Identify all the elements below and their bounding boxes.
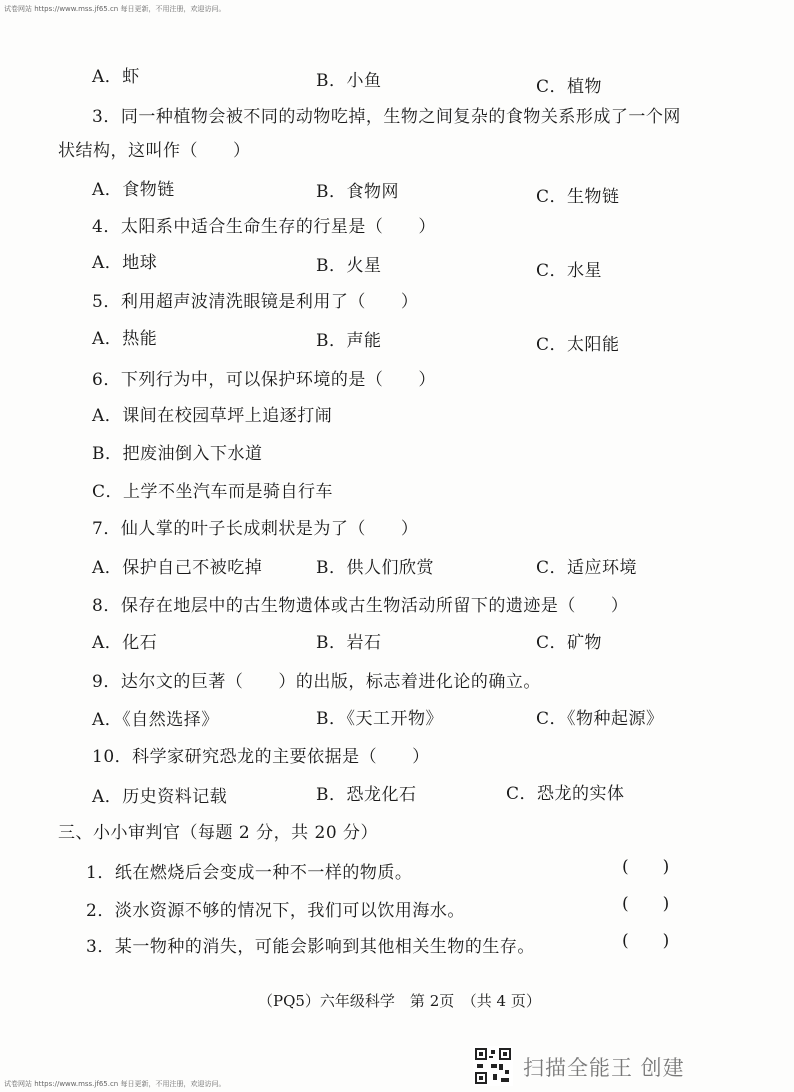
q9-option-c: C．《物种起源》 xyxy=(536,709,664,729)
tf-item-3: 3．某一物种的消失，可能会影响到其他相关生物的生存。 xyxy=(86,937,535,957)
q3-option-c: C．生物链 xyxy=(536,187,620,207)
q7-option-b: B．供人们欣赏 xyxy=(316,558,434,578)
q9-option-a: A．《自然选择》 xyxy=(92,710,219,730)
tf-answer-paren-1: ( ) xyxy=(622,857,670,877)
scanner-watermark xyxy=(473,1046,793,1090)
q2-option-c: C．植物 xyxy=(536,77,603,97)
q10-text: 10．科学家研究恐龙的主要依据是（ ） xyxy=(92,747,430,767)
tf-item-2: 2．淡水资源不够的情况下，我们可以饮用海水。 xyxy=(86,901,465,921)
q4-option-b: B．火星 xyxy=(316,256,382,276)
q5-text: 5．利用超声波清洗眼镜是利用了（ ） xyxy=(92,292,419,312)
q6-text: 6．下列行为中，可以保护环境的是（ ） xyxy=(92,370,436,390)
header-note: 试卷网站 https://www.mss.jf65.cn 每日更新，不用注册，欢迎访问。 xyxy=(4,5,226,13)
q4-option-a: A．地球 xyxy=(92,253,158,273)
q10-option-a: A．历史资料记载 xyxy=(92,787,228,807)
q2-option-a: A．虾 xyxy=(92,67,140,87)
q7-text: 7．仙人掌的叶子长成刺状是为了（ ） xyxy=(92,519,419,539)
q3-option-b: B．食物网 xyxy=(316,182,399,202)
q7-option-a: A．保护自己不被吃掉 xyxy=(92,558,263,578)
tf-answer-paren-3: ( ) xyxy=(622,931,670,951)
q10-option-b: B．恐龙化石 xyxy=(316,785,417,805)
q3-line2: 状结构，这叫作（ ） xyxy=(58,141,251,161)
q5-option-c: C．太阳能 xyxy=(536,335,620,355)
page-footer: （PQ5）六年级科学 第 2页 （共 4 页） xyxy=(258,992,541,1010)
q8-text: 8．保存在地层中的古生物遗体或古生物活动所留下的遗迹是（ ） xyxy=(92,596,629,616)
q5-option-b: B．声能 xyxy=(316,331,382,351)
q10-option-c: C．恐龙的实体 xyxy=(506,784,625,804)
q5-option-a: A．热能 xyxy=(92,329,158,349)
q8-option-c: C．矿物 xyxy=(536,633,603,653)
bottom-note: 试卷网站 https://www.mss.jf65.cn 每日更新，不用注册，欢迎访问。 xyxy=(4,1080,226,1088)
q9-text: 9．达尔文的巨著（ ）的出版，标志着进化论的确立。 xyxy=(92,672,541,692)
q4-text: 4．太阳系中适合生命生存的行星是（ ） xyxy=(92,217,436,237)
scanner-label: 扫描全能王 创建 xyxy=(523,1056,685,1080)
q3-line1: 3．同一种植物会被不同的动物吃掉，生物之间复杂的食物关系形成了一个网 xyxy=(92,107,681,127)
q8-option-b: B．岩石 xyxy=(316,633,382,653)
qr-code-icon xyxy=(473,1046,513,1086)
q6-option-a: A．课间在校园草坪上追逐打闹 xyxy=(92,406,333,426)
q3-option-a: A．食物链 xyxy=(92,180,175,200)
section3-title: 三、小小审判官（每题 2 分，共 20 分） xyxy=(58,823,379,843)
q2-option-b: B．小鱼 xyxy=(316,71,382,91)
q9-option-b: B．《天工开物》 xyxy=(316,709,443,729)
tf-answer-paren-2: ( ) xyxy=(622,894,670,914)
q6-option-b: B．把废油倒入下水道 xyxy=(92,444,263,464)
tf-item-1: 1．纸在燃烧后会变成一种不一样的物质。 xyxy=(86,863,413,883)
q7-option-c: C．适应环境 xyxy=(536,558,638,578)
q6-option-c: C．上学不坐汽车而是骑自行车 xyxy=(92,482,334,502)
q4-option-c: C．水星 xyxy=(536,261,603,281)
q8-option-a: A．化石 xyxy=(92,633,158,653)
